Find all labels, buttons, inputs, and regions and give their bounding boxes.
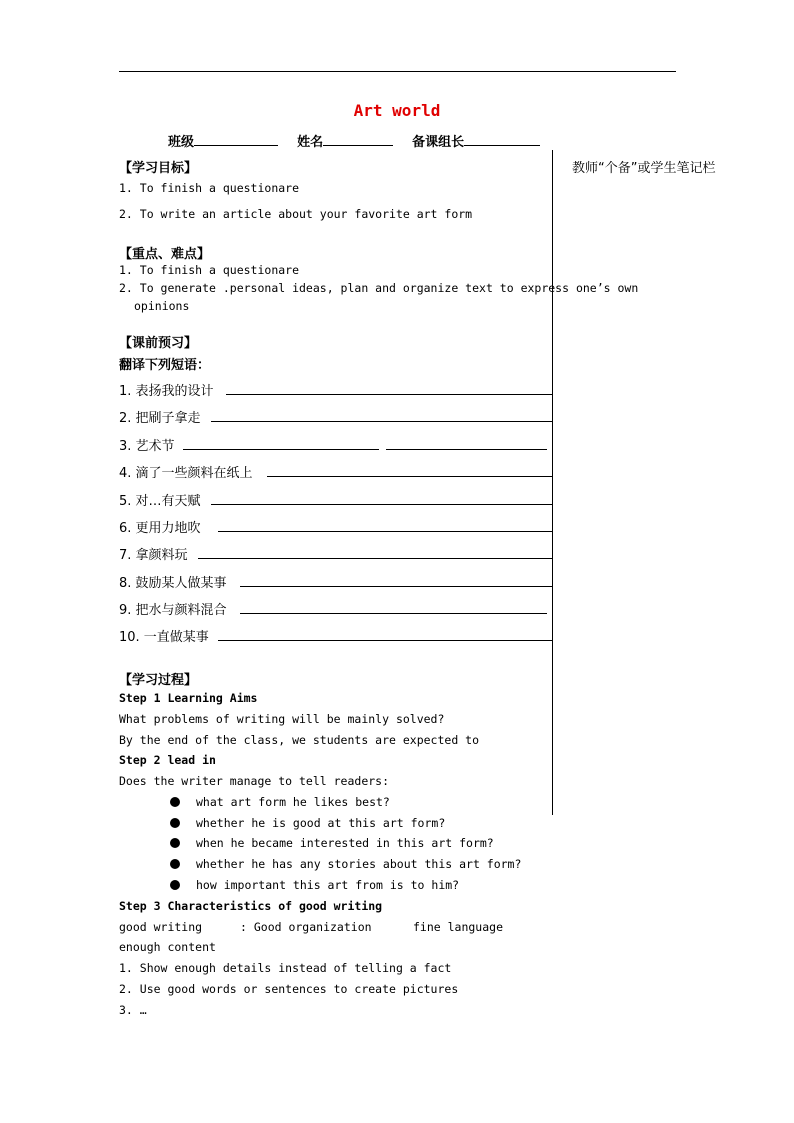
bullet-dot-icon: [170, 880, 180, 890]
answer-line[interactable]: [211, 421, 553, 422]
answer-line[interactable]: [226, 394, 553, 395]
bullet-item: whether he is good at this art form?: [170, 816, 445, 830]
class-label: 班级: [168, 135, 195, 150]
phrase-item: 1. 表扬我的设计: [119, 384, 214, 399]
objective-item: 2. To write an article about your favorite art form: [119, 207, 473, 221]
step3-line: 3. …: [119, 1003, 147, 1017]
notes-column-label: 教师“个备”或学生笔记栏: [572, 161, 716, 176]
phrase-item: 8. 鼓励某人做某事: [119, 576, 227, 591]
bullet-item: what art form he likes best?: [170, 795, 390, 809]
process-heading: 【学习过程】: [119, 673, 198, 688]
answer-line[interactable]: [240, 613, 547, 614]
header-info-row: [168, 131, 540, 150]
step2-intro: Does the writer manage to tell readers:: [119, 774, 390, 788]
step3-organization: : Good organization: [240, 920, 372, 934]
step3-line: enough content: [119, 940, 216, 954]
top-rule: [119, 71, 676, 72]
bullet-dot-icon: [170, 859, 180, 869]
phrase-item: 10. 一直做某事: [119, 630, 209, 645]
phrase-item: 7. 拿颜料玩: [119, 548, 188, 563]
answer-line[interactable]: [218, 531, 553, 532]
key-points-heading: 【重点、难点】: [119, 247, 211, 262]
objectives-heading: 【学习目标】: [119, 161, 198, 176]
step1-title: Step 1 Learning Aims: [119, 691, 258, 705]
phrase-item: 3. 艺术节: [119, 439, 175, 454]
step3-title: Step 3 Characteristics of good writing: [119, 899, 383, 913]
key-point-item: 2. To generate .personal ideas, plan and organize text to express one’s own: [119, 281, 639, 295]
phrase-item: 5. 对…有天赋: [119, 494, 201, 509]
bullet-dot-icon: [170, 818, 180, 828]
preview-heading: 【课前预习】: [119, 336, 198, 351]
step1-line: By the end of the class, we students are expected to: [119, 733, 480, 747]
bullet-dot-icon: [170, 797, 180, 807]
group-leader-blank: [464, 133, 540, 146]
bullet-item: how important this art from is to him?: [170, 878, 459, 892]
step2-title: Step 2 lead in: [119, 753, 216, 767]
answer-line[interactable]: [240, 586, 553, 587]
answer-line[interactable]: [386, 449, 547, 450]
step3-line: 2. Use good words or sentences to create pictures: [119, 982, 459, 996]
step3-label: good writing: [119, 920, 203, 934]
group-leader-label: 备课组长: [412, 135, 465, 150]
answer-line[interactable]: [198, 558, 553, 559]
answer-line[interactable]: [183, 449, 379, 450]
step1-line: What problems of writing will be mainly solved?: [119, 712, 445, 726]
name-blank: [323, 133, 393, 146]
bullet-dot-icon: [170, 838, 180, 848]
phrase-item: 4. 滴了一些颜料在纸上: [119, 466, 253, 481]
answer-line[interactable]: [211, 504, 553, 505]
phrase-item: 2. 把刷子拿走: [119, 411, 201, 426]
key-point-item-continued: opinions: [134, 299, 190, 313]
preview-subheading: 翻译下列短语：: [119, 358, 211, 373]
answer-line[interactable]: [218, 640, 553, 641]
key-point-item: 1. To finish a questionare: [119, 263, 300, 277]
step3-line: 1. Show enough details instead of telling a fact: [119, 961, 452, 975]
answer-line[interactable]: [267, 476, 553, 477]
step3-language: fine language: [413, 920, 504, 934]
phrase-item: 6. 更用力地吹: [119, 521, 201, 536]
notes-column-divider: [552, 150, 553, 815]
objective-item: 1. To finish a questionare: [119, 181, 300, 195]
page-title: Art world: [353, 101, 441, 120]
bullet-item: whether he has any stories about this art form?: [170, 857, 521, 871]
class-blank: [194, 133, 278, 146]
phrase-item: 9. 把水与颜料混合: [119, 603, 227, 618]
bullet-item: when he became interested in this art form?: [170, 836, 494, 850]
name-label: 姓名: [297, 135, 324, 150]
